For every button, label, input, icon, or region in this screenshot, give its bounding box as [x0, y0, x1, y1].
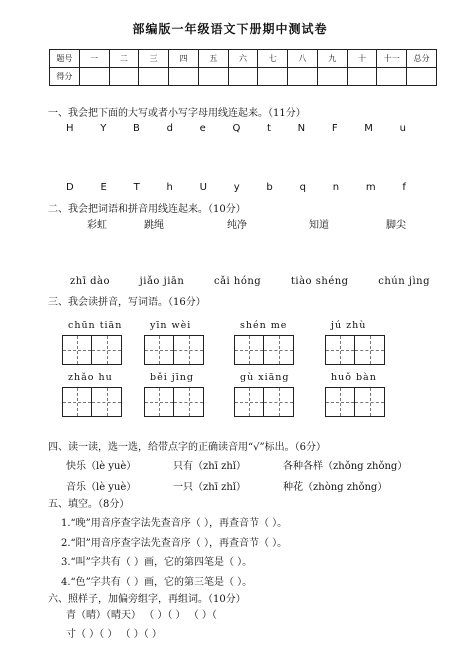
q1-letter: y: [233, 182, 240, 193]
writing-box[interactable]: [355, 335, 385, 365]
q3-item: [62, 320, 122, 365]
score-header-cell: 五: [198, 50, 228, 68]
q3-pinyin: chūn tiān: [68, 320, 123, 331]
q1-letter: F: [331, 123, 338, 134]
q1-letter: Q: [232, 123, 241, 134]
writing-box[interactable]: [234, 387, 264, 417]
score-header-cell: 一: [79, 50, 109, 68]
q6-heading: 六、照样子，加偏旁组字，再组词。（10分）: [48, 594, 246, 605]
q3-pinyin: yīn wèi: [150, 320, 192, 331]
q2-pinyin: zhī dào: [70, 276, 110, 287]
score-input-cell[interactable]: [258, 68, 288, 86]
q3-item: [144, 372, 204, 417]
writing-box[interactable]: [264, 335, 294, 365]
score-header-cell: 总分: [407, 50, 437, 68]
score-input-cell[interactable]: [139, 68, 169, 86]
q1-letter: b: [266, 182, 273, 193]
q1-letter: E: [100, 182, 107, 193]
score-header-cell: 十: [347, 50, 377, 68]
q1-letter: B: [133, 123, 140, 134]
q2-pinyin-row: [70, 276, 430, 287]
score-header-cell: 七: [258, 50, 288, 68]
q1-letter: m: [365, 182, 376, 193]
score-header-cell: 三: [139, 50, 169, 68]
q5-line: 1.“晚”用音序查字法先查音序（ ），再查音节（ ）。: [61, 518, 288, 529]
q1-letter: h: [166, 182, 173, 193]
q1-letter: T: [133, 182, 140, 193]
q4-option: 一只（zhī zhǐ）: [173, 482, 246, 493]
q3-pinyin: běi jīng: [150, 372, 194, 383]
q3-item: [325, 320, 385, 365]
score-input-cell[interactable]: [79, 68, 109, 86]
score-input-cell[interactable]: [228, 68, 258, 86]
q3-pinyin: zhǎo hu: [68, 372, 113, 383]
score-header-cell: 题号: [50, 50, 80, 68]
q3-item: [62, 372, 122, 417]
writing-box[interactable]: [264, 387, 294, 417]
writing-box[interactable]: [325, 335, 355, 365]
q1-letter: q: [299, 182, 306, 193]
q1-letter: u: [399, 123, 406, 134]
q2-word: 彩虹: [87, 220, 107, 231]
writing-box[interactable]: [174, 335, 204, 365]
score-header-cell: 六: [228, 50, 258, 68]
q5-line: 2.“阳”用音序查字法先查音序（ ），再查音节（ ）。: [61, 538, 288, 549]
q1-letter: Y: [100, 123, 107, 134]
score-header-cell: 四: [169, 50, 199, 68]
q2-heading: 二、我会把词语和拼音用线连起来。（10分）: [48, 204, 246, 215]
writing-box[interactable]: [174, 387, 204, 417]
writing-box[interactable]: [62, 335, 92, 365]
q5-line: 3.“叫”字共有（ ）画，它的第四笔是（ ）。: [61, 557, 253, 568]
q3-item: [234, 320, 294, 365]
writing-box[interactable]: [92, 335, 122, 365]
q1-letter: n: [332, 182, 340, 193]
writing-box[interactable]: [92, 387, 122, 417]
writing-box[interactable]: [234, 335, 264, 365]
q4-option: 种花（zhòng zhǒng）: [283, 482, 388, 493]
q5-line: 4.“色”字共有（ ）画，它的第三笔是（ ）。: [61, 577, 253, 588]
q3-pinyin: shén me: [240, 320, 288, 331]
score-header-cell: 二: [109, 50, 139, 68]
q5-heading: 五、填空。（8分）: [48, 499, 130, 510]
q4-heading: 四、读一读，选一选，给带点字的正确读音用“√”标出。（6分）: [48, 442, 326, 453]
q3-pinyin: huǒ bàn: [331, 372, 377, 383]
score-input-cell[interactable]: [407, 68, 437, 86]
q1-letter: H: [66, 123, 74, 134]
q2-pinyin: jiǎo jiān: [139, 276, 185, 287]
writing-box[interactable]: [62, 387, 92, 417]
writing-box[interactable]: [325, 387, 355, 417]
q3-item: [144, 320, 204, 365]
q1-letter: t: [267, 123, 271, 134]
q3-pinyin: jú zhù: [331, 320, 367, 331]
q1-top-letters: [66, 123, 406, 134]
q4-option: 各种各样（zhǒng zhǒng）: [283, 461, 408, 472]
q4-option: 只有（zhī zhǐ）: [173, 461, 246, 472]
q1-letter: N: [297, 123, 306, 134]
q2-word: 知道: [309, 220, 329, 231]
score-input-cell[interactable]: [109, 68, 139, 86]
q3-pinyin: gù xiāng: [240, 372, 290, 383]
q2-pinyin: tiào shéng: [290, 276, 349, 287]
q1-letter: d: [166, 123, 173, 134]
q2-word: 脚尖: [386, 220, 406, 231]
writing-box[interactable]: [355, 387, 385, 417]
score-row-label: 得分: [50, 68, 80, 86]
page-title: 部编版一年级语文下册期中测试卷: [132, 22, 328, 36]
q1-letter: M: [364, 123, 373, 134]
score-entry-row: [50, 68, 437, 86]
q1-letter: D: [66, 182, 74, 193]
q1-letter: e: [199, 123, 206, 134]
score-input-cell[interactable]: [169, 68, 199, 86]
q6-line: 寸（ ）（ ） （ ）（ ）: [66, 629, 162, 640]
q1-letter: U: [199, 182, 207, 193]
q6-line: 青（晴）（晴天） （ ）（ ） （ ）（: [66, 610, 217, 621]
score-input-cell[interactable]: [198, 68, 228, 86]
q2-word: 跳绳: [144, 220, 164, 231]
score-input-cell[interactable]: [347, 68, 377, 86]
q3-item: [325, 372, 385, 417]
score-header-row: [50, 50, 437, 68]
writing-box[interactable]: [144, 335, 174, 365]
score-table: [49, 49, 437, 86]
writing-box[interactable]: [144, 387, 174, 417]
score-input-cell[interactable]: [377, 68, 407, 86]
q2-pinyin: cǎi hóng: [213, 276, 262, 287]
q1-letter: f: [402, 182, 406, 193]
score-header-cell: 九: [317, 50, 347, 68]
score-header-cell: 十一: [377, 50, 407, 68]
q2-word: 纯净: [227, 220, 247, 231]
score-input-cell[interactable]: [317, 68, 347, 86]
q3-heading: 三、我会读拼音，写词语。（16分）: [48, 297, 206, 308]
q1-bottom-letters: [66, 182, 406, 193]
q4-option: 快乐（lè yuè）: [66, 461, 137, 472]
q3-item: [234, 372, 294, 417]
score-header-cell: 八: [288, 50, 318, 68]
q1-heading: 一、我会把下面的大写或者小写字母用线连起来。（11分）: [48, 108, 306, 119]
q4-option: 音乐（lè yuè）: [66, 482, 137, 493]
score-input-cell[interactable]: [288, 68, 318, 86]
q2-pinyin: chún jìng: [378, 276, 430, 287]
